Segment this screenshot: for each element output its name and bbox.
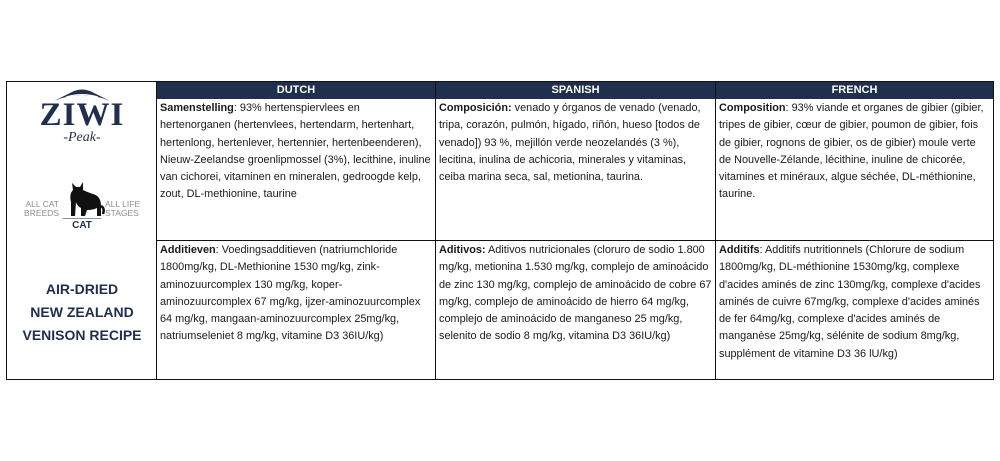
recipe-title — [7, 278, 157, 347]
cell-text: : Additifs nutritionnels (Chlorure de sodium 1800mg/kg, DL-méthionine 1530mg/kg, complexe d'acides aminés de zinc 130mg/kg, complexe d'acides aminés de cuivre 67mg/kg, complexe d'acides aminés de fer 64mg/kg, complexe d'acides aminés de manganèse 25mg/kg, sélénite de sodium 8mg/kg, supplément de vitamine D3 36 lU/kg) — [719, 244, 981, 360]
logo-subtitle: -Peak- — [63, 130, 101, 145]
cell-label: Samenstelling — [160, 102, 234, 114]
header-dutch: DUTCH — [157, 82, 436, 99]
recipe-line: AIR-DRIED — [45, 281, 119, 297]
logo-wordmark: ZIWI — [39, 97, 125, 133]
composition-spanish — [436, 99, 716, 240]
divider — [63, 218, 101, 219]
ingredients-table — [6, 81, 994, 380]
all-life-stages-badge — [105, 200, 149, 218]
all-cat-breeds-badge — [17, 200, 59, 218]
additives-dutch — [157, 241, 436, 379]
brand-panel — [7, 82, 157, 379]
badge-line: ALL LIFE — [105, 199, 141, 209]
logo-subtitle-text: Peak — [68, 130, 96, 145]
ziwi-peak-logo — [7, 88, 157, 146]
cell-text: : 93% viande et organes de gibier (gibier, tripes de gibier, cœur de gibier, poumon de gibier, fois de gibier, rognons de gibier, os de gibier) moule verte de Nouvelle-Zélande, lécithine, inuline de chicorée, vitamines et minéraux, algue séchée, DL-méthionine, taurine. — [719, 102, 984, 201]
badge-line: BREEDS — [24, 208, 59, 218]
header-french: FRENCH — [716, 82, 993, 99]
recipe-line: VENISON RECIPE — [22, 327, 142, 343]
badge-line: ALL CAT — [25, 199, 59, 209]
recipe-line: NEW ZEALAND — [30, 304, 134, 320]
cat-label: CAT — [72, 220, 92, 231]
composition-dutch — [157, 99, 436, 240]
cell-label: Composición: — [439, 102, 512, 114]
cell-text: Aditivos nutricionales (cloruro de sodio 1.800 mg/kg, metionina 1.530 mg/kg, complejo de aminoácido de zinc 130 mg/kg, complejo de aminoácido de cobre 67 mg/kg, complejo de aminoácido de hierro 64 mg/kg, complejo de aminoácido de manganeso 25 mg/kg, selenito de sodio 8 mg/kg, vitamina D3 36IU/kg) — [439, 244, 712, 343]
header-spanish: SPANISH — [436, 82, 716, 99]
additives-spanish — [436, 241, 716, 379]
badge-line: STAGES — [105, 208, 139, 218]
cell-text: : 93% hertenspiervlees en hertenorganen (hertenvlees, hertendarm, hertenhart, hertenlong, hertenlever, hertennier, hertenbeenderen), Nieuw-Zeelandse groenlipmossel (3%), lecithine, inuline van cichorei, vitaminen en mineralen, gedroogde kelp, zout, DL-methionine, taurine — [160, 102, 431, 201]
cat-icon — [59, 178, 105, 218]
cell-text: venado y órganos de venado (venado, tripa, corazón, pulmón, hígado, riñón, hueso [todos de venado]) 93 %, mejillón verde neozelandés (3 %), lecitina, inulina de achicoria, minerales y vitaminas, ceiba marina seca, sal, metionina, taurina. — [439, 102, 701, 184]
cell-label: Additifs — [719, 244, 760, 256]
cell-text: : Voedingsadditieven (natriumchloride 1800mg/kg, DL-Methionine 1530 mg/kg, zink-aminozuurcomplex 130 mg/kg, koper-aminozuurcomplex 67 mg/kg, ijzer-aminozuurcomplex 64 mg/kg, mangaan-aminozuurcomplex 25mg/kg, natriumseleniet 8 mg/kg, vitamine D3 36IU/kg) — [160, 244, 421, 343]
additives-french — [716, 241, 993, 379]
composition-french — [716, 99, 993, 240]
cat-badge — [7, 178, 157, 236]
cell-label: Additieven — [160, 244, 216, 256]
cell-label: Aditivos: — [439, 244, 486, 256]
cell-label: Composition — [719, 102, 786, 114]
